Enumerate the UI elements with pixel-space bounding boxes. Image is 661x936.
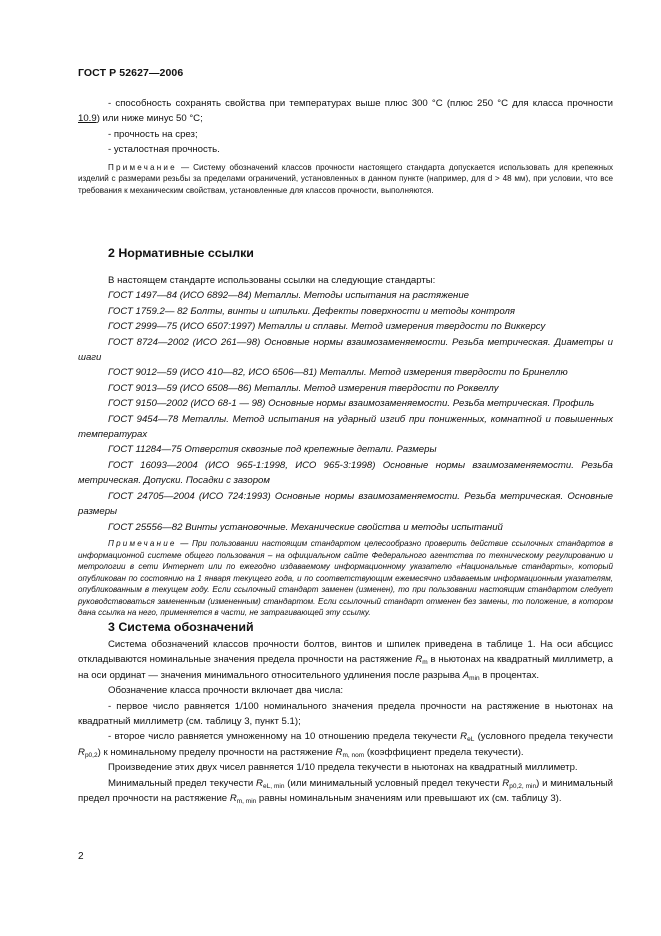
page-number: 2 bbox=[78, 851, 84, 862]
section-2-body bbox=[78, 273, 613, 619]
subscript: m, nom bbox=[342, 751, 365, 759]
reference-item: ГОСТ 8724—2002 (ИСО 261—98) Основные нормы взаимозаменяемости. Резьба метрическая. Диаметры и шаги bbox=[78, 336, 613, 364]
references-lead: В настоящем стандарте использованы ссылки на следующие стандарты: bbox=[108, 275, 436, 286]
reference-item: ГОСТ 9150—2002 (ИСО 68-1 — 98) Основные нормы взаимозаменяемости. Резьба метрическая. Профиль bbox=[108, 398, 595, 410]
subscript: eL, min bbox=[262, 782, 285, 790]
reference-item: ГОСТ 1497—84 (ИСО 6892—84) Металлы. Методы испытания на растяжение bbox=[108, 290, 469, 302]
symbol-r: R bbox=[335, 746, 343, 758]
reference-item: ГОСТ 1759.2— 82 Болты, винты и шпильки. Дефекты поверхности и методы контроля bbox=[108, 305, 516, 317]
product-paragraph: Произведение этих двух чисел равняется 1/10 предела текучести в ньютонах на квадратный миллиметр. bbox=[108, 762, 578, 774]
reference-item: ГОСТ 9454—78 Металлы. Метод испытания на ударный изгиб при пониженных, комнатной и повышенных температурах bbox=[78, 413, 613, 441]
intro-block bbox=[78, 96, 613, 196]
text-run: ) и минимальный предел прочности на растяжение bbox=[78, 777, 614, 805]
intro-note bbox=[78, 162, 613, 197]
symbol-r: R bbox=[502, 777, 510, 789]
document-code-header: ГОСТ Р 52627—2006 bbox=[78, 67, 184, 79]
text-run: в процентах. bbox=[479, 669, 540, 681]
reference-item: ГОСТ 25556—82 Винты установочные. Механические свойства и методы испытаний bbox=[108, 521, 503, 533]
section-3-body bbox=[78, 637, 613, 806]
reference-item: ГОСТ 2999—75 (ИСО 6507:1997) Металлы и сплавы. Метод измерения твердости по Виккерсу bbox=[108, 321, 546, 333]
bullet-heat-resistance bbox=[78, 96, 613, 127]
text-run: Минимальный предел текучести bbox=[108, 777, 257, 789]
bullet-text: - способность сохранять свойства при температурах выше плюс 300 °С (плюс 250 °С для класса прочности bbox=[108, 98, 613, 109]
symbol-r: R bbox=[78, 746, 85, 758]
subscript: m, min bbox=[236, 798, 257, 806]
references-note bbox=[78, 538, 613, 619]
symbol-r: R bbox=[415, 654, 423, 666]
section-3-heading: 3 Система обозначений bbox=[108, 620, 254, 634]
reference-item: ГОСТ 9013—59 (ИСО 6508—86) Металлы. Метод измерения твердости по Роквеллу bbox=[108, 382, 499, 394]
subscript: min bbox=[469, 674, 480, 682]
text-run: (условного предела текучести bbox=[474, 731, 613, 743]
symbol-a: A bbox=[462, 669, 470, 681]
bullet-text: ) или ниже минус 50 °С; bbox=[96, 113, 203, 125]
reference-item: ГОСТ 9012—59 (ИСО 410—82, ИСО 6506—81) Металлы. Метод измерения твердости по Бринеллю bbox=[108, 367, 568, 379]
symbol-r: R bbox=[229, 793, 237, 805]
text-run: равны номинальным значениям или превышают их (см. таблицу 3). bbox=[256, 793, 562, 805]
text-run: (или минимальный условный предел текучести bbox=[284, 777, 503, 789]
first-number-paragraph: - первое число равняется 1/100 номинального значения предела прочности на растяжение в ньютонах на квадратный миллиметр (см. таблицу 3, пункт 5.1); bbox=[78, 700, 613, 728]
note-text: — При пользовании настоящим стандартом целесообразно проверить действие ссылочных стандартов в информационной системе общего пользования – на официальном сайте Федерального агентства по техническому регулированию и метрологии в сети Интернет или по ежегодно издаваемому информационному указателю «Национальные стандарты», который опубликован по состоянию на 1 января текущего года, и по соответствующим ежемесячно издаваемым информационным указателям, опубликованным в текущем году. Если ссылочный стандарт заменен (изменен), то при пользовании настоящим стандартом следует руководствоваться замененным (измененным) стандартом. Если ссылочный стандарт отменен без замены, то положение, в котором дана ссылка на него, применяется в части, не затрагивающей эту ссылку. bbox=[78, 538, 613, 618]
two-numbers-paragraph: Обозначение класса прочности включает два числа: bbox=[108, 685, 344, 697]
symbol-r: R bbox=[256, 777, 263, 789]
text-run: ) к номинальному пределу прочности на растяжение bbox=[97, 746, 336, 758]
strength-class-link[interactable]: 10.9 bbox=[78, 113, 97, 125]
text-run: (коэффициент предела текучести). bbox=[364, 746, 524, 758]
minimum-values-paragraph bbox=[78, 776, 613, 807]
reference-item: ГОСТ 16093—2004 (ИСО 965-1:1998, ИСО 965-3:1998) Основные нормы взаимозаменяемости. Резьба метрическая. Допуски. Посадки с зазором bbox=[78, 459, 613, 487]
bullet-fatigue-strength: - усталостная прочность. bbox=[108, 144, 220, 156]
text-run: Система обозначений классов прочности болтов, винтов и шпилек приведена в таблице 1. На оси абсцисс откладываются номинальные значения предела прочности на растяжение bbox=[78, 639, 613, 666]
symbol-r: R bbox=[460, 731, 468, 743]
subscript: m bbox=[422, 659, 428, 667]
second-number-paragraph bbox=[78, 729, 613, 760]
note-text: — Систему обозначений классов прочности настоящего стандарта допускается использовать для крепежных изделий с размерами резьбы за пределами ограничений, установленных в данном пункте (например, для d > 48 мм), при условии, что все требования к механическим свойствам, установленные для классов прочности, выполняются. bbox=[78, 162, 613, 195]
section-2-heading: 2 Нормативные ссылки bbox=[108, 246, 254, 260]
reference-item: ГОСТ 24705—2004 (ИСО 724:1993) Основные нормы взаимозаменяемости. Резьба метрическая. Основные размеры bbox=[78, 490, 613, 518]
note-label: Примечание bbox=[108, 538, 177, 548]
reference-item: ГОСТ 11284—75 Отверстия сквозные под крепежные детали. Размеры bbox=[108, 444, 437, 456]
designation-system-paragraph bbox=[78, 637, 613, 683]
bullet-shear-strength: - прочность на срез; bbox=[108, 128, 198, 140]
subscript: eL bbox=[467, 736, 475, 744]
note-label: Примечание bbox=[108, 162, 177, 172]
subscript: p0,2, min bbox=[509, 782, 537, 790]
text-run: - второе число равняется умноженному на 10 отношению предела текучести bbox=[108, 731, 461, 743]
text-run: в ньютонах на квадратный миллиметр, а на оси ординат — значения минимального относительного удлинения после разрыва bbox=[78, 654, 613, 681]
subscript: p0,2 bbox=[84, 751, 98, 759]
